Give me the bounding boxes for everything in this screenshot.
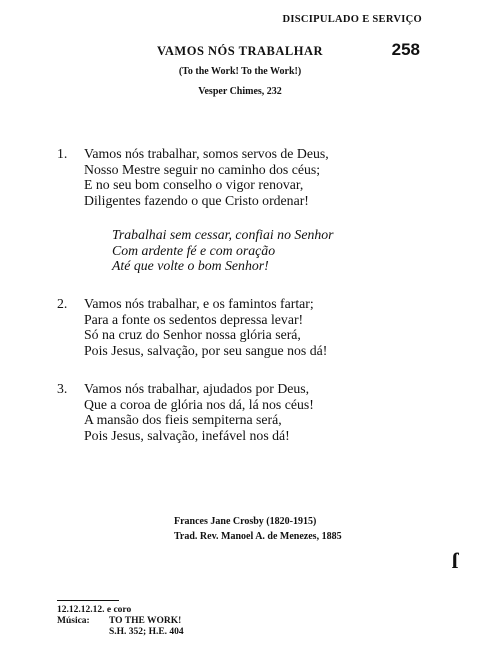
author-credit: Frances Jane Crosby (1820-1915) — [174, 516, 317, 527]
footnote-refs: S.H. 352; H.E. 404 — [109, 627, 184, 637]
stanza-line: Diligentes fazendo o que Cristo ordenar! — [84, 192, 309, 208]
footnote-meter: 12.12.12.12. e coro — [57, 605, 132, 615]
stanza-line: Vamos nós trabalhar, e os famintos fartar; — [84, 296, 314, 311]
chorus — [112, 227, 334, 274]
chorus-line: Com ardente fé e com oração — [112, 242, 276, 258]
stanza-number: 3. — [57, 381, 68, 396]
footnote-divider — [57, 600, 119, 601]
footnote-music — [57, 616, 181, 627]
hymn-number: 258 — [391, 40, 420, 59]
stanza-line: Só na cruz do Senhor nossa glória será, — [84, 327, 301, 342]
footnote-music-value: TO THE WORK! — [109, 616, 182, 626]
stanza-number: 2. — [57, 296, 68, 311]
footnote-music-label: Música: — [57, 616, 90, 626]
tune-reference: Vesper Chimes, 232 — [198, 86, 282, 97]
section-header: DISCIPULADO E SERVIÇO — [282, 14, 422, 25]
stanza-line: Que a coroa de glória nos dá, lá nos céus! — [84, 396, 314, 412]
margin-mark: ſ — [452, 548, 459, 573]
hymn-subtitle: (To the Work! To the Work!) — [178, 66, 302, 77]
chorus-line: Trabalhai sem cessar, confiai no Senhor — [112, 227, 334, 242]
hymn-title: VAMOS NÓS TRABALHAR — [156, 44, 323, 58]
stanza-line: Pois Jesus, salvação, inefável nos dá! — [84, 427, 290, 443]
stanza-line: Vamos nós trabalhar, ajudados por Deus, — [84, 381, 310, 396]
stanza-2 — [57, 296, 327, 358]
stanza-1 — [57, 146, 329, 208]
stanza-line: Nosso Mestre seguir no caminho dos céus; — [84, 161, 321, 177]
stanza-line: Vamos nós trabalhar, somos servos de Deus, — [84, 146, 329, 161]
stanza-number: 1. — [57, 146, 68, 161]
stanza-3 — [57, 381, 314, 443]
stanza-line: A mansão dos fieis sempiterna será, — [84, 412, 282, 427]
translator-credit: Trad. Rev. Manoel A. de Menezes, 1885 — [174, 531, 342, 542]
chorus-line: Até que volte o bom Senhor! — [112, 258, 269, 273]
stanza-line: E no seu bom conselho o vigor renovar, — [84, 177, 304, 192]
stanza-line: Para a fonte os sedentos depressa levar! — [84, 311, 304, 327]
stanza-line: Pois Jesus, salvação, por seu sangue nos dá! — [84, 342, 328, 358]
